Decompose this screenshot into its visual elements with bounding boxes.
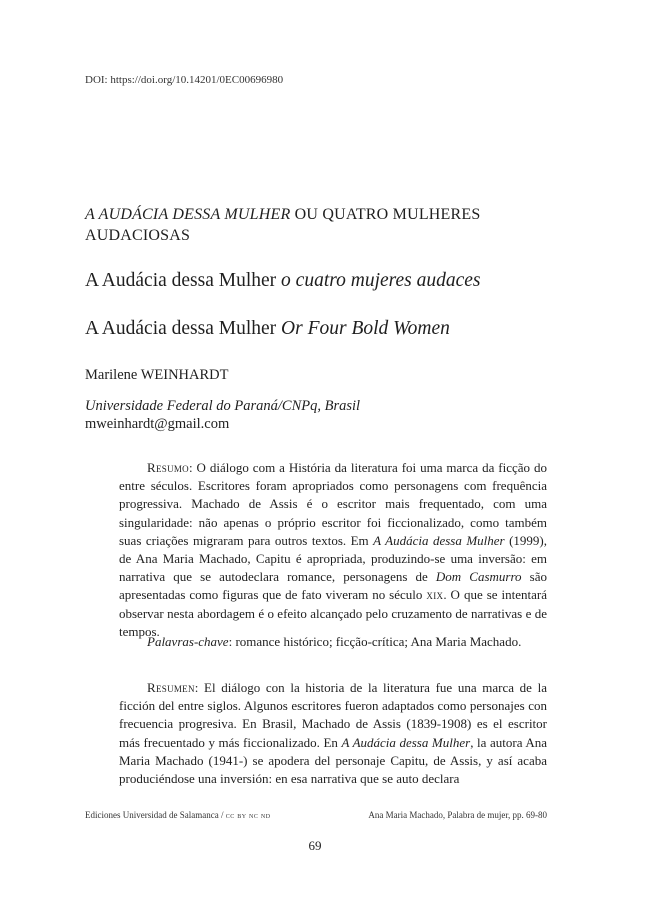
abstract-portuguese-label: Resumo (147, 460, 189, 475)
author-email: mweinhardt@gmail.com (85, 416, 230, 432)
keywords-portuguese (119, 634, 559, 650)
title-spanish-plain: A Audácia dessa Mulher (85, 270, 282, 291)
abstract-portuguese-novel-title: Dom Casmurro (435, 569, 522, 585)
title-spanish (85, 270, 481, 292)
author-name: Marilene WEINHARDT (85, 367, 229, 383)
abstract-spanish-paragraph (119, 679, 547, 788)
abstract-spanish (119, 679, 547, 788)
footer-journal: Ana Maria Machado, Palabra de mujer, pp. 69-80 (368, 810, 547, 820)
footer-license: cc by nc nd (225, 811, 271, 820)
abstract-portuguese-century: xix (426, 587, 444, 603)
abstract-spanish-text: , la autora Ana Maria Machado (1941-) se apodera del personaje Capitu, de Assis, y así acaba produciéndose una inversión: en esa narrativa que se auto declara (119, 734, 547, 787)
footer-publisher-text: Ediciones Universidad de Salamanca / (85, 810, 226, 820)
author-affiliation: Universidade Federal do Paraná/CNPq, Brasil (85, 398, 361, 414)
title-portuguese-rest: OU QUATRO MULHERES AUDACIOSAS (85, 206, 481, 244)
doi-line: DOI: https://doi.org/10.14201/0EC00696980 (85, 74, 284, 86)
abstract-portuguese-text: (1999), de Ana Maria Machado, Capitu é apropriada, produzindo-se uma inversão: em narrativa que se autodeclara romance, personagens de (119, 532, 548, 585)
abstract-portuguese-text: : O diálogo com a História da literatura foi uma marca da ficção do entre séculos. Escritores foram apropriados como personagens com frequência progressiva. Machado de Assis é o escritor mais frequentado, com uma singularidade: não apenas o próprio escritor foi ficcionalizado, como também suas criações migraram para outros textos. Em (119, 460, 547, 548)
abstract-portuguese-book-title: A Audácia dessa Mulher (373, 532, 505, 548)
footer-publisher (85, 810, 271, 820)
abstract-portuguese-text: são apresentadas como figuras que de fato viveram no século (119, 569, 547, 603)
abstract-spanish-label: Resumen (147, 680, 195, 695)
title-english-plain: A Audácia dessa Mulher (85, 318, 282, 339)
abstract-spanish-text: : El diálogo con la historia de la literatura fue una marca de la ficción del entre siglos. Algunos escritores fueron adaptados como personajes con frecuencia progresiva. En Brasil, Machado de Assis (1839-1908) es el escritor más frecuentado y más ficcionalizado. En (119, 680, 547, 750)
abstract-portuguese-text: . O que se intentará observar nesta abordagem é o efeito alcançado pelo cruzamento de narrativas e de tempos. (119, 587, 548, 639)
keywords-portuguese-text: : romance histórico; ficção-crítica; Ana Maria Machado. (228, 634, 522, 649)
title-portuguese (85, 204, 565, 246)
abstract-portuguese (119, 459, 547, 641)
abstract-spanish-book-title: A Audácia dessa Mulher (341, 734, 471, 750)
title-english-italic: Or Four Bold Women (281, 318, 450, 339)
page-number: 69 (308, 838, 322, 853)
abstract-portuguese-paragraph (119, 459, 547, 641)
keywords-portuguese-label: Palavras-chave (147, 634, 229, 649)
title-spanish-italic: o cuatro mujeres audaces (281, 270, 481, 291)
title-english (85, 318, 450, 340)
title-portuguese-italic: A AUDÁCIA DESSA MULHER (85, 206, 291, 223)
